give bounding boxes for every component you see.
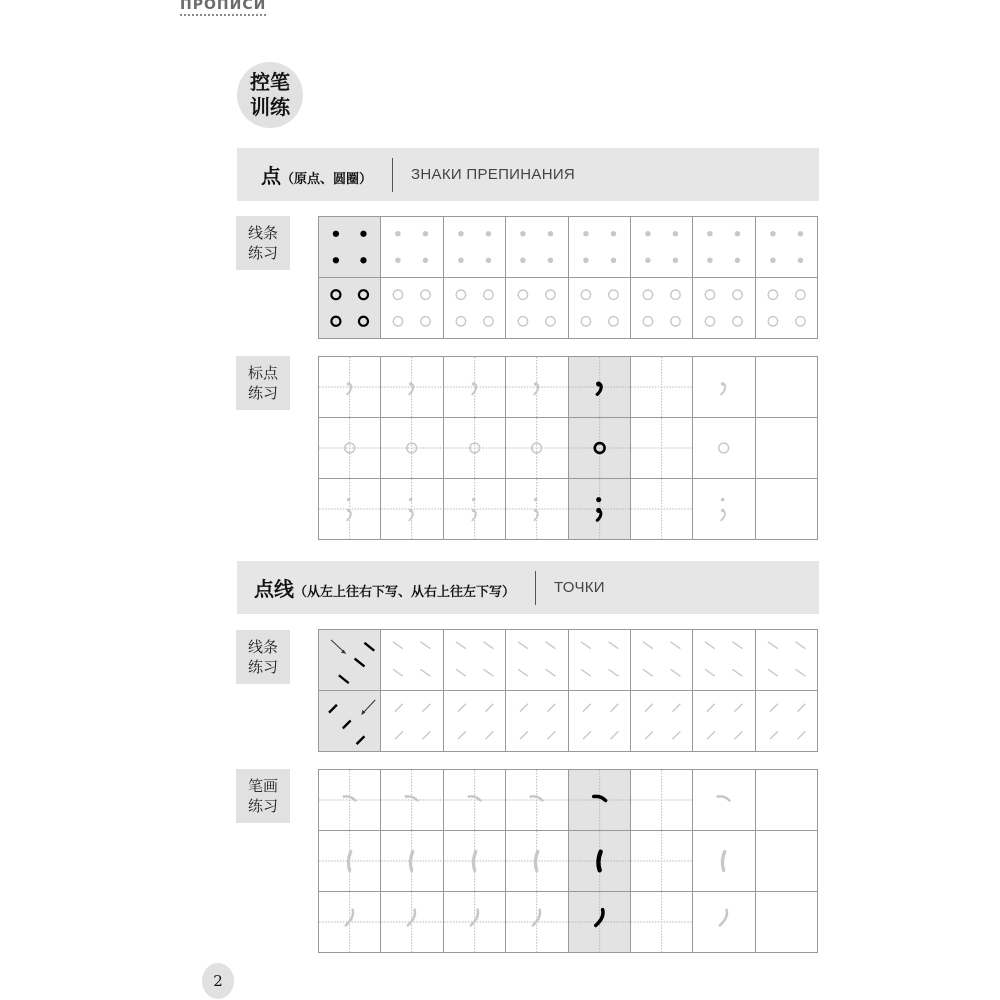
practice-cell [693, 278, 755, 339]
badge-line-2: 训练 [250, 95, 290, 119]
practice-cell [506, 770, 568, 831]
practice-cell [319, 357, 381, 418]
practice-cell [444, 217, 506, 278]
practice-cell [756, 892, 818, 953]
practice-cell [631, 479, 693, 540]
section-2-subtitle: （从左上往右下写、从右上往左下写） [294, 585, 516, 600]
practice-cell [631, 418, 693, 479]
practice-cell [756, 278, 818, 339]
practice-cell [506, 892, 568, 953]
practice-cell [631, 831, 693, 892]
section-1-subtitle: （原点、圆圈） [281, 172, 373, 187]
practice-cell [506, 691, 568, 752]
practice-cell [506, 479, 568, 540]
practice-cell [569, 357, 631, 418]
slash-lines-practice-grid [318, 629, 818, 752]
practice-cell [756, 357, 818, 418]
practice-cell [693, 418, 755, 479]
practice-cell [693, 770, 755, 831]
section-1-title: 点（原点、圆圈） [261, 164, 373, 188]
practice-cell [631, 357, 693, 418]
practice-cell [506, 418, 568, 479]
line-practice-label-1: 线条 练习 [236, 216, 290, 270]
practice-cell [693, 691, 755, 752]
punctuation-practice-grid [318, 356, 818, 540]
line-practice-label-2: 线条 练习 [236, 630, 290, 684]
practice-cell [693, 892, 755, 953]
dots-practice-grid [318, 216, 818, 339]
stroke-practice-label: 笔画 练习 [236, 769, 290, 823]
practice-cell [381, 217, 443, 278]
practice-cell [569, 630, 631, 691]
practice-cell [381, 770, 443, 831]
practice-cell [506, 831, 568, 892]
practice-cell [569, 278, 631, 339]
practice-cell [631, 217, 693, 278]
practice-cell [569, 892, 631, 953]
practice-cell [631, 278, 693, 339]
practice-cell [569, 831, 631, 892]
practice-cell [319, 278, 381, 339]
practice-cell [693, 630, 755, 691]
practice-cell [319, 479, 381, 540]
practice-cell [631, 892, 693, 953]
practice-cell [381, 479, 443, 540]
section-2-russian-title: ТОЧКИ [554, 579, 605, 596]
practice-cell [693, 217, 755, 278]
practice-cell [444, 479, 506, 540]
practice-cell [569, 418, 631, 479]
practice-cell [506, 217, 568, 278]
practice-cell [506, 278, 568, 339]
practice-cell [631, 630, 693, 691]
practice-cell [569, 770, 631, 831]
section-1-header [237, 148, 819, 201]
practice-cell [381, 630, 443, 691]
practice-cell [756, 770, 818, 831]
practice-cell [319, 217, 381, 278]
punctuation-practice-label: 标点 练习 [236, 356, 290, 410]
practice-cell [381, 831, 443, 892]
practice-cell [693, 479, 755, 540]
practice-cell [631, 770, 693, 831]
practice-cell [319, 691, 381, 752]
divider [392, 158, 393, 192]
practice-cell [444, 630, 506, 691]
practice-cell [506, 630, 568, 691]
practice-cell [569, 217, 631, 278]
badge-line-1: 控笔 [250, 70, 290, 94]
practice-cell [381, 357, 443, 418]
practice-cell [444, 357, 506, 418]
divider [535, 571, 536, 605]
practice-cell [756, 831, 818, 892]
practice-cell [506, 357, 568, 418]
practice-cell [319, 892, 381, 953]
practice-cell [381, 418, 443, 479]
practice-cell [319, 418, 381, 479]
section-1-russian-title: ЗНАКИ ПРЕПИНАНИЯ [411, 166, 576, 183]
practice-cell [756, 217, 818, 278]
practice-cell [381, 278, 443, 339]
practice-cell [444, 770, 506, 831]
practice-cell [319, 630, 381, 691]
practice-cell [569, 479, 631, 540]
practice-cell [381, 892, 443, 953]
practice-cell [444, 418, 506, 479]
practice-cell [381, 691, 443, 752]
section-2-title: 点线（从左上往右下写、从右上往左下写） [254, 577, 516, 601]
practice-cell [693, 357, 755, 418]
practice-cell [444, 831, 506, 892]
page-number: 2 [202, 963, 234, 999]
section-2-header [237, 561, 819, 614]
practice-cell [319, 831, 381, 892]
practice-cell [756, 630, 818, 691]
practice-cell [756, 418, 818, 479]
stroke-practice-grid [318, 769, 818, 953]
practice-cell [631, 691, 693, 752]
practice-cell [444, 278, 506, 339]
practice-cell [693, 831, 755, 892]
running-title: ПРОПИСИ [180, 0, 266, 16]
practice-cell [444, 892, 506, 953]
practice-cell [569, 691, 631, 752]
practice-cell [444, 691, 506, 752]
practice-cell [756, 691, 818, 752]
practice-cell [319, 770, 381, 831]
practice-cell [756, 479, 818, 540]
section-badge [237, 62, 303, 128]
